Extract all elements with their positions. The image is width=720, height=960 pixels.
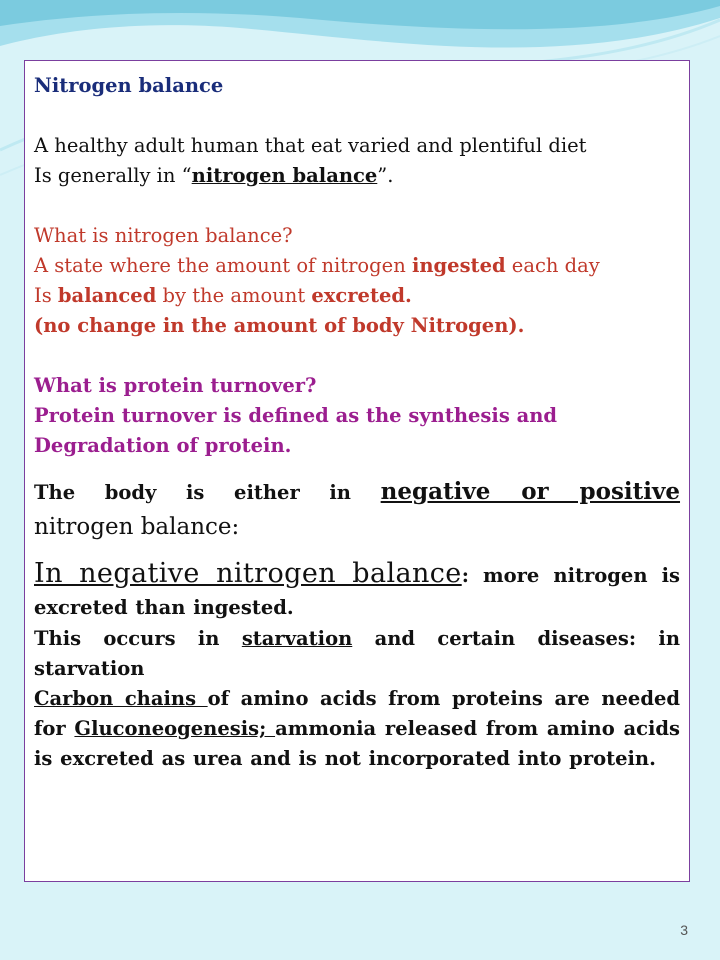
page-number: 3 — [680, 922, 688, 938]
answer-line-2: Is balanced by the amount excreted. — [34, 284, 412, 307]
starvation-paragraph: This occurs in starvation and certain diseases: in starvation — [34, 627, 680, 680]
negative-balance-paragraph: In negative nitrogen balance: more nitrogen is excreted than ingested. — [34, 558, 680, 619]
body-state-line-1: The body is either in negative or positive — [34, 478, 681, 505]
question-protein-turnover: What is protein turnover? — [34, 374, 317, 397]
ingested-term: ingested — [411, 254, 506, 277]
question-nitrogen-balance: What is nitrogen balance? — [34, 224, 293, 247]
starvation-term: starvation — [241, 627, 353, 650]
balanced-term: balanced — [57, 284, 157, 307]
negative-balance-title: In negative nitrogen balance — [34, 558, 462, 589]
nitrogen-balance-term: nitrogen balance — [191, 164, 378, 187]
slide-heading: Nitrogen balance — [34, 74, 224, 97]
carbon-chains-paragraph: Carbon chains of amino acids from proteins are needed for Gluconeogenesis; ammonia released from amino acids is excreted as urea and is not incorporated into protein. — [34, 687, 680, 770]
intro-line-1: A healthy adult human that eat varied and plentiful diet — [34, 134, 587, 157]
protein-turnover-answer-2: Degradation of protein. — [34, 434, 292, 457]
excreted-term: excreted. — [311, 284, 412, 307]
answer-line-1: A state where the amount of nitrogen ingested each day — [34, 254, 600, 277]
negative-or-positive-term: negative or positive — [380, 478, 681, 505]
carbon-chains-term: Carbon chains — [34, 687, 208, 710]
protein-turnover-answer-1: Protein turnover is defined as the synthesis and — [34, 404, 558, 427]
answer-parenthetical: (no change in the amount of body Nitrogen). — [34, 314, 525, 337]
intro-line-2: Is generally in “nitrogen balance”. — [34, 164, 394, 187]
content-box — [24, 60, 690, 882]
body-state-line-2: nitrogen balance: — [34, 514, 240, 540]
gluconeogenesis-term: Gluconeogenesis; — [74, 717, 276, 740]
